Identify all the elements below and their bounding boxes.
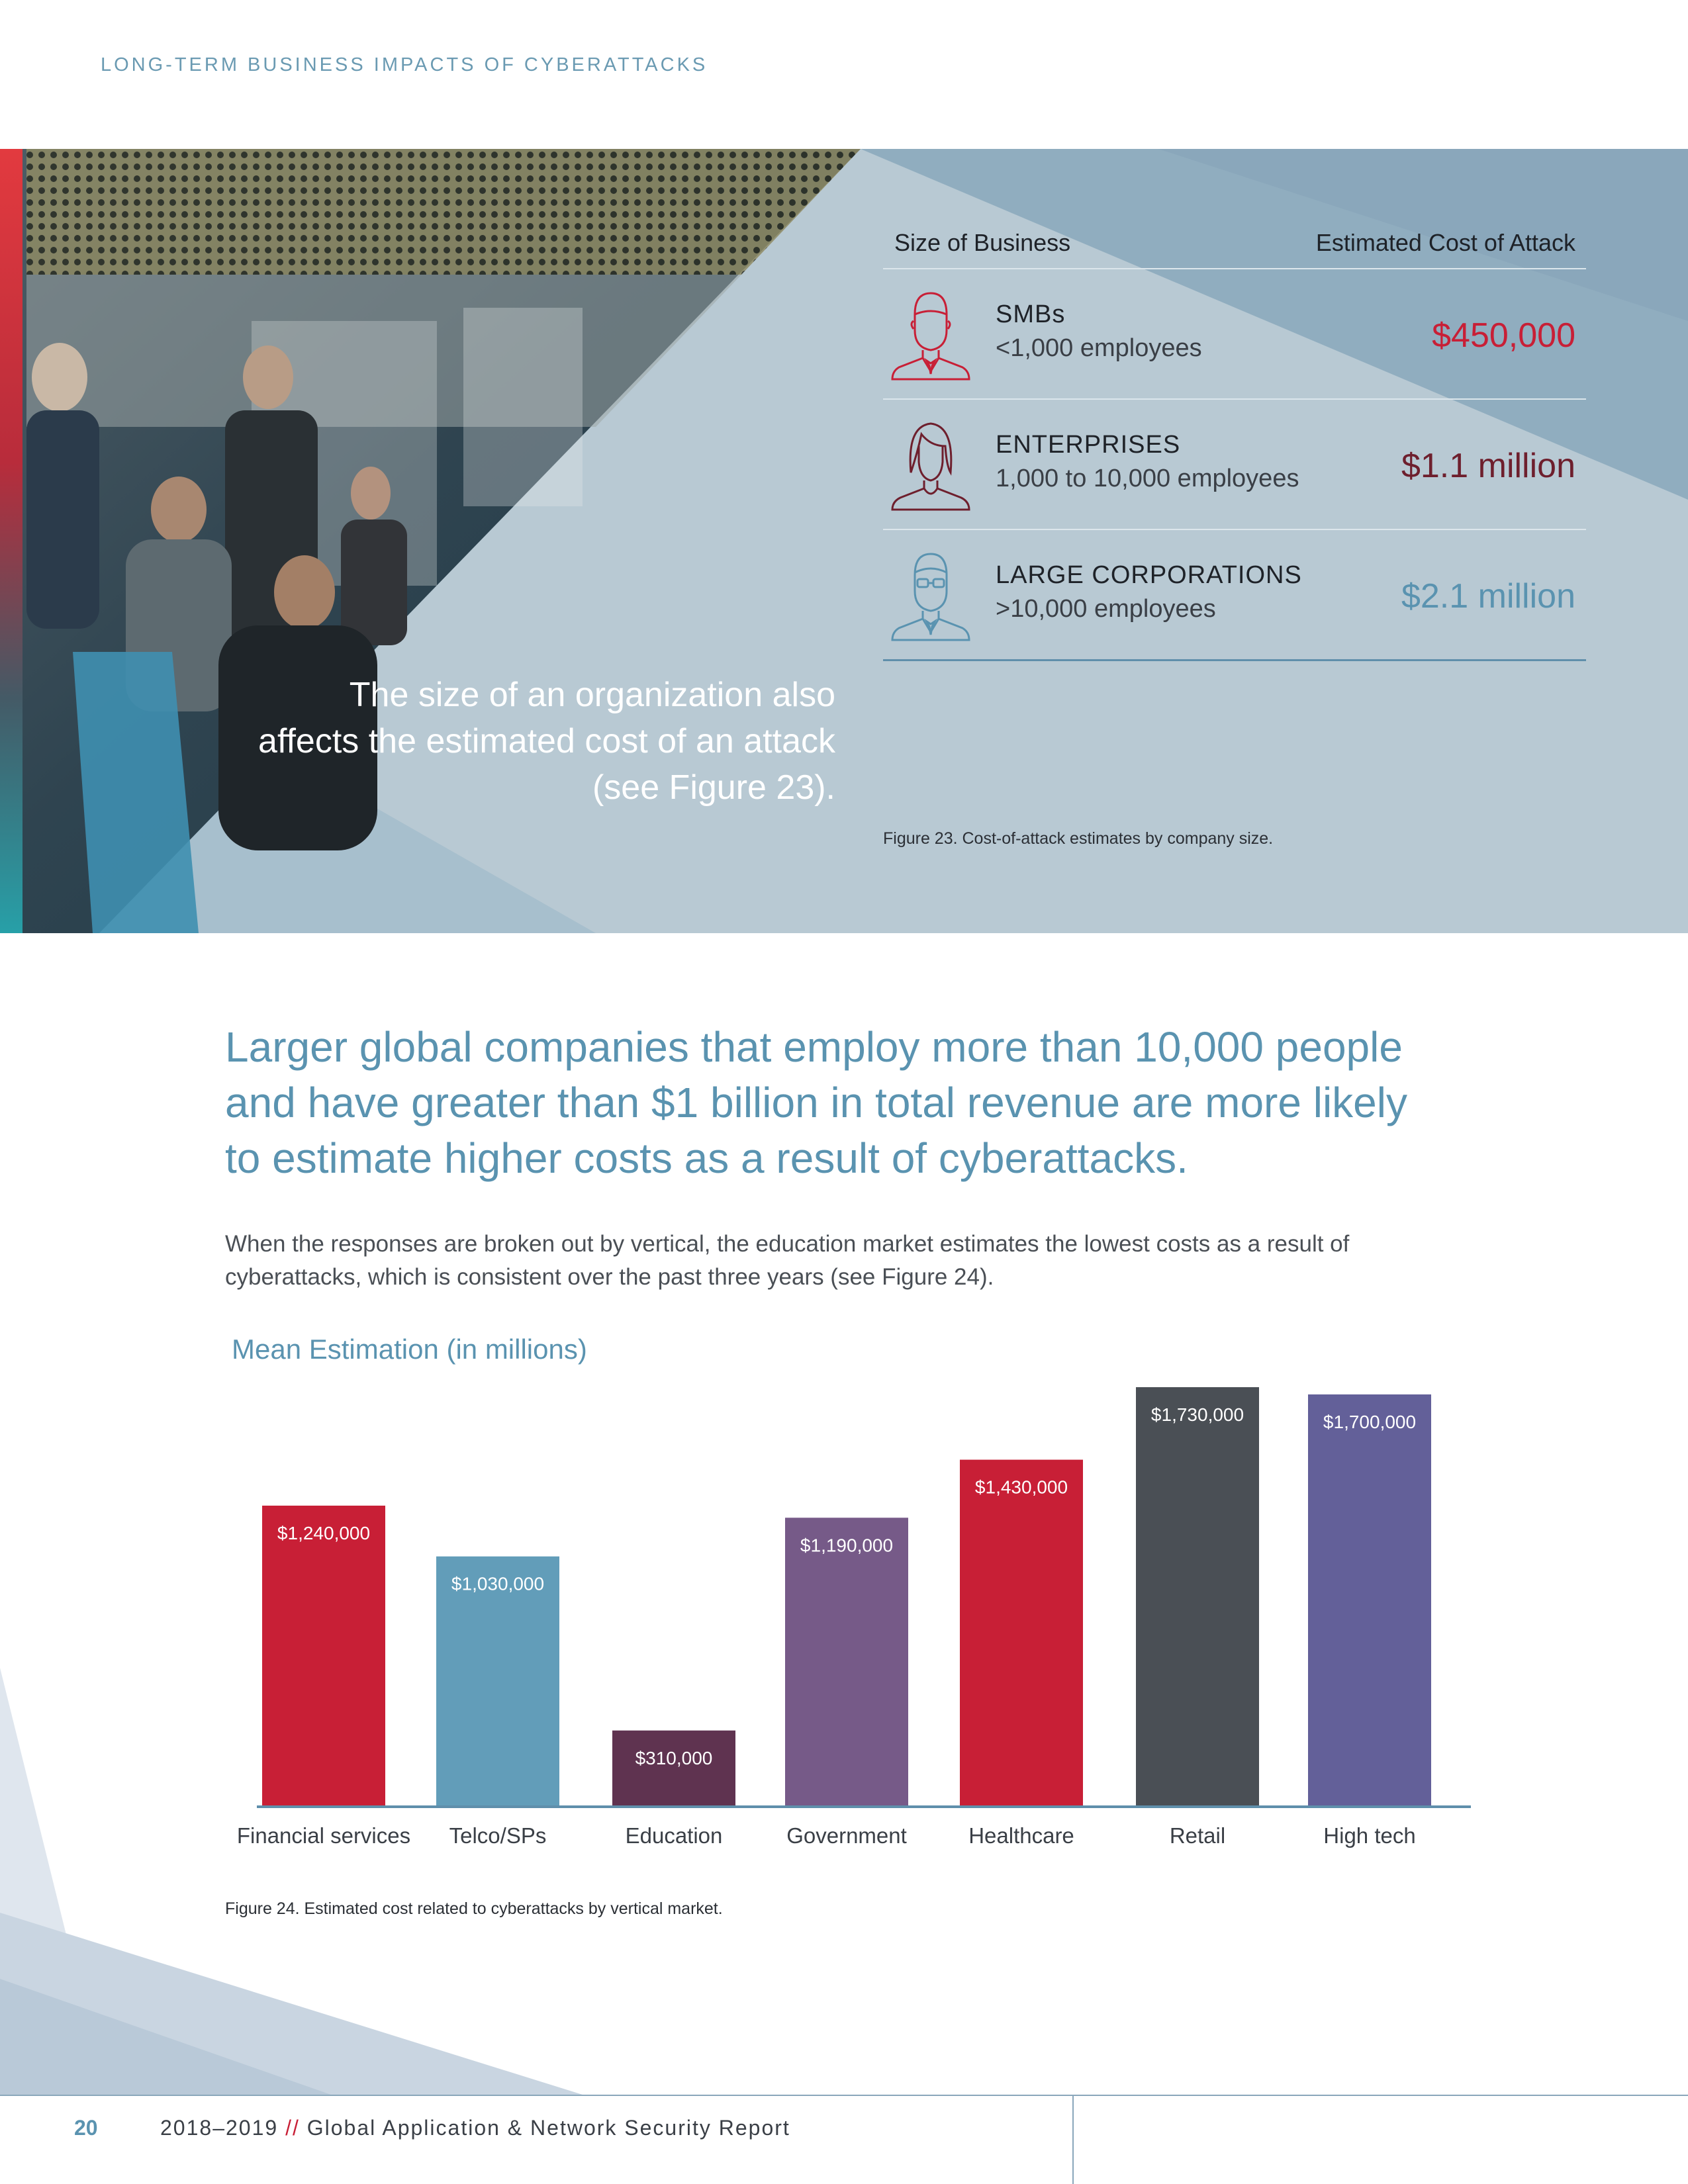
footer-rule xyxy=(0,2095,1688,2096)
figure-24-caption: Figure 24. Estimated cost related to cyberattacks by vertical market. xyxy=(225,1899,723,1918)
footer-year: 2018–2019 xyxy=(160,2116,279,2140)
footer-report-title: Global Application & Network Security Report xyxy=(306,2116,790,2140)
estimated-cost: $2.1 million xyxy=(1401,577,1575,615)
figure-23-caption: Figure 23. Cost-of-attack estimates by company size. xyxy=(883,829,1274,848)
category-label: Retail xyxy=(1169,1823,1226,1848)
data-label: $1,030,000 xyxy=(451,1573,545,1594)
data-label: $1,240,000 xyxy=(277,1523,371,1544)
footer-separator: // xyxy=(285,2116,300,2140)
chart-title: Mean Estimation (in millions) xyxy=(232,1334,587,1365)
body-paragraph: When the responses are broken out by vertical, the education market estimates the lowest costs as a result of cyberattacks, which is consistent over the past three years (see Figure 24). xyxy=(225,1231,1350,1290)
footer-title xyxy=(160,2116,790,2140)
data-label: $1,430,000 xyxy=(974,1477,1068,1498)
column-header-cost: Estimated Cost of Attack xyxy=(1315,229,1575,256)
data-label: $1,730,000 xyxy=(1150,1404,1244,1425)
bar-high-tech xyxy=(1308,1394,1431,1805)
business-size-name: SMBs xyxy=(996,300,1066,328)
bar-financial-services xyxy=(262,1506,385,1805)
category-label: High tech xyxy=(1323,1823,1416,1848)
employee-range: >10,000 employees xyxy=(996,595,1216,623)
category-label: Education xyxy=(625,1823,723,1848)
category-label: Government xyxy=(786,1823,907,1848)
data-label: $310,000 xyxy=(635,1747,713,1768)
bar-government xyxy=(785,1518,908,1805)
bar-retail xyxy=(1136,1387,1259,1805)
business-size-name: ENTERPRISES xyxy=(996,431,1181,459)
hero-quote: The size of an organization also affects the estimated cost of an attack (see Figure 23). xyxy=(258,676,835,807)
data-label: $1,700,000 xyxy=(1323,1411,1417,1432)
estimated-cost: $1.1 million xyxy=(1401,447,1575,485)
business-size-name: LARGE CORPORATIONS xyxy=(996,561,1302,589)
bar-healthcare xyxy=(960,1460,1083,1805)
column-header-size: Size of Business xyxy=(894,229,1071,256)
estimated-cost: $450,000 xyxy=(1432,316,1575,355)
employee-range: <1,000 employees xyxy=(996,334,1202,362)
page-number: 20 xyxy=(74,2116,98,2140)
category-label: Healthcare xyxy=(968,1823,1074,1848)
category-label: Telco/SPs xyxy=(449,1823,547,1848)
employee-range: 1,000 to 10,000 employees xyxy=(996,465,1299,492)
running-head: LONG-TERM BUSINESS IMPACTS OF CYBERATTACKS xyxy=(101,54,708,75)
category-label: Financial services xyxy=(236,1823,411,1848)
pull-quote: Larger global companies that employ more than 10,000 people and have greater than $1 billion in total revenue are more likely to estimate higher costs as a result of cyberattacks. xyxy=(225,1023,1407,1182)
data-label: $1,190,000 xyxy=(800,1535,894,1556)
footer-divider xyxy=(1072,2095,1074,2184)
